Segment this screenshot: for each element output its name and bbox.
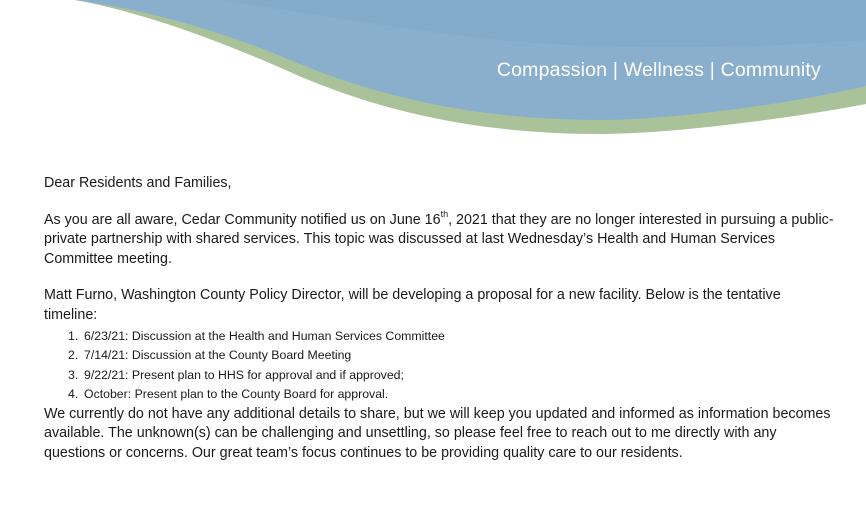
timeline-item-number: 1. <box>68 329 79 343</box>
date-ordinal-suffix: th <box>440 208 449 219</box>
letter-paragraph-3: We currently do not have any additional details to share, but we will keep you updated and informed as information becomes available. The unknown(s) can be challenging and unsettling, so please feel free to reach out to me directly with any questions or concerns. Our great team’s focus continues to be providing quality care to our residents. <box>44 405 831 461</box>
timeline-item-number: 4. <box>68 387 79 402</box>
timeline-list <box>44 327 834 405</box>
timeline-item-number: 2. <box>68 348 79 363</box>
letter-greeting: Dear Residents and Families, <box>44 175 232 191</box>
letter-paragraph-1 <box>44 208 834 270</box>
timeline-item-text: October: Present plan to the County Board for approval. <box>84 387 389 402</box>
timeline-item-text: 7/14/21: Discussion at the County Board Meeting <box>84 348 352 363</box>
paragraph-1-text-end: , 2021 that they are no longer interested in pursuing a public-private partnership with shared services. This topic was discussed at last Wednesday’s Health and Human Services Committee meeting. <box>44 211 834 267</box>
timeline-item <box>68 327 834 346</box>
timeline-item <box>68 346 834 365</box>
organization-tagline: Compassion | Wellness | Community <box>496 59 821 81</box>
letter-paragraph-2: Matt Furno, Washington County Policy Director, will be developing a proposal for a new facility. Below is the tentative timeline: <box>44 287 781 323</box>
timeline-item <box>68 366 834 385</box>
timeline-item-text: 9/22/21: Present plan to HHS for approval and if approved; <box>84 367 404 382</box>
timeline-item-text: 6/23/21: Discussion at the Health and Human Services Committee <box>84 329 445 343</box>
paragraph-1-text-start: As you are all aware, Cedar Community notified us on June 16 <box>44 211 441 228</box>
letter-body <box>44 174 834 463</box>
timeline-item <box>68 385 834 404</box>
timeline-item-number: 3. <box>68 367 79 382</box>
